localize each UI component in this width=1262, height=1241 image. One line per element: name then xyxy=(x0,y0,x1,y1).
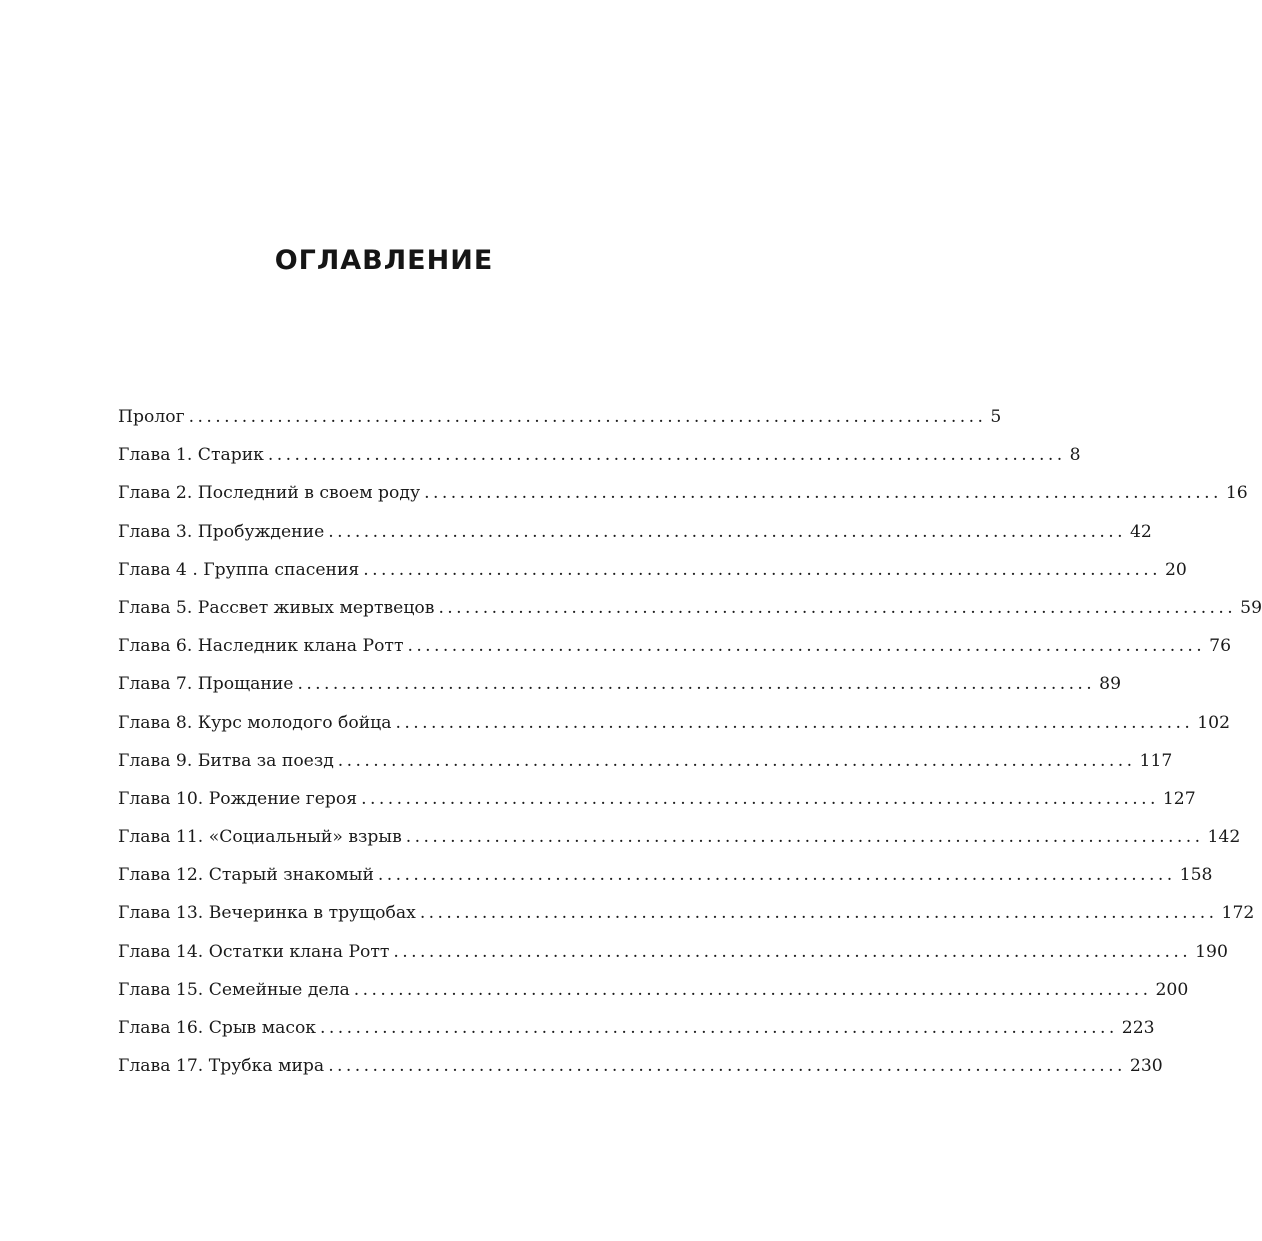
toc-entry[interactable] xyxy=(118,742,1173,780)
toc-entry-page: 59 xyxy=(1240,597,1262,618)
toc-entry[interactable] xyxy=(118,856,1213,894)
dot-leader: .......................................................................................... xyxy=(424,483,1222,504)
toc-entry[interactable] xyxy=(118,894,1255,932)
toc-entry-page: 5 xyxy=(990,407,1002,427)
dot-leader: .......................................................................................... xyxy=(320,1018,1118,1038)
toc-entry-title: Глава 10. Рождение героя xyxy=(118,788,358,809)
dot-leader: .......................................................................................... xyxy=(405,827,1204,848)
dot-leader: .......................................................................................... xyxy=(377,865,1176,886)
toc-entry[interactable] xyxy=(118,1009,1155,1047)
toc-entry-page: 190 xyxy=(1195,941,1228,962)
toc-entry-page: 20 xyxy=(1164,559,1187,580)
toc-entry[interactable] xyxy=(118,551,1187,589)
toc-entry-page: 223 xyxy=(1121,1018,1155,1038)
toc-entry-title: Глава 17. Трубка мира xyxy=(118,1056,325,1077)
toc-entry[interactable] xyxy=(118,589,1262,627)
toc-entry[interactable] xyxy=(118,398,1002,436)
toc-entry[interactable] xyxy=(118,780,1196,818)
toc-entry-title: Глава 2. Последний в своем роду xyxy=(118,483,421,504)
toc-entry-page: 158 xyxy=(1179,865,1213,886)
toc-entry[interactable] xyxy=(118,1047,1163,1085)
dot-leader: .......................................................................................... xyxy=(363,559,1161,580)
toc-entry-page: 127 xyxy=(1162,788,1196,809)
dot-leader: .......................................................................................... xyxy=(328,521,1126,542)
toc-entry-title: Глава 6. Наследник клана Ротт xyxy=(118,636,404,657)
toc-entry-title: Глава 16. Срыв масок xyxy=(118,1018,317,1038)
dot-leader: .......................................................................................... xyxy=(393,941,1192,962)
toc-entry[interactable] xyxy=(118,436,1081,474)
toc-entry-page: 89 xyxy=(1099,674,1122,695)
toc-entry-page: 42 xyxy=(1129,521,1152,542)
page-title: ОГЛАВЛЕНИЕ xyxy=(274,245,494,277)
toc-entry-page: 142 xyxy=(1207,827,1241,848)
toc-entry-title: Глава 14. Остатки клана Ротт xyxy=(118,941,390,962)
toc-entry-title: Глава 5. Рассвет живых мертвецов xyxy=(118,597,435,618)
toc-entry-title: Пролог xyxy=(118,407,185,427)
dot-leader: .......................................................................................... xyxy=(395,712,1194,733)
dot-leader: .......................................................................................... xyxy=(188,407,987,427)
toc-entry-page: 76 xyxy=(1209,636,1232,657)
toc-entry[interactable] xyxy=(118,513,1152,551)
table-of-contents xyxy=(118,398,1262,1085)
toc-entry-title: Глава 1. Старик xyxy=(118,445,264,466)
toc-entry-title: Глава 13. Вечеринка в трущобах xyxy=(118,903,416,924)
toc-entry-title: Глава 7. Прощание xyxy=(118,674,294,695)
dot-leader: .......................................................................................... xyxy=(267,445,1066,466)
toc-entry[interactable] xyxy=(118,933,1228,971)
toc-entry-page: 200 xyxy=(1155,979,1189,1000)
dot-leader: .......................................................................................... xyxy=(297,674,1096,695)
toc-entry[interactable] xyxy=(118,818,1241,856)
toc-entry[interactable] xyxy=(118,971,1189,1009)
dot-leader: .......................................................................................... xyxy=(337,750,1136,771)
toc-entry-title: Глава 8. Курс молодого бойца xyxy=(118,712,392,733)
toc-entry-title: Глава 11. «Социальный» взрыв xyxy=(118,827,402,848)
toc-entry-page: 117 xyxy=(1139,750,1173,771)
toc-entry-page: 172 xyxy=(1221,903,1255,924)
dot-leader: .......................................................................................... xyxy=(407,636,1206,657)
toc-entry[interactable] xyxy=(118,704,1231,742)
dot-leader: .......................................................................................... xyxy=(353,979,1152,1000)
toc-entry-page: 16 xyxy=(1225,483,1248,504)
toc-entry[interactable] xyxy=(118,474,1248,512)
toc-entry-title: Глава 3. Пробуждение xyxy=(118,521,325,542)
toc-entry-page: 102 xyxy=(1197,712,1231,733)
toc-entry-title: Глава 15. Семейные дела xyxy=(118,979,350,1000)
toc-entry-title: Глава 4 . Группа спасения xyxy=(118,559,360,580)
toc-entry-title: Глава 12. Старый знакомый xyxy=(118,865,374,886)
dot-leader: .......................................................................................... xyxy=(361,788,1159,809)
toc-entry[interactable] xyxy=(118,627,1232,665)
dot-leader: .......................................................................................... xyxy=(419,903,1218,924)
toc-entry-page: 230 xyxy=(1129,1056,1163,1077)
toc-entry-title: Глава 9. Битва за поезд xyxy=(118,750,334,771)
toc-entry-page: 8 xyxy=(1069,445,1081,466)
dot-leader: .......................................................................................... xyxy=(328,1056,1126,1077)
toc-entry[interactable] xyxy=(118,665,1122,703)
dot-leader: .......................................................................................... xyxy=(438,597,1237,618)
